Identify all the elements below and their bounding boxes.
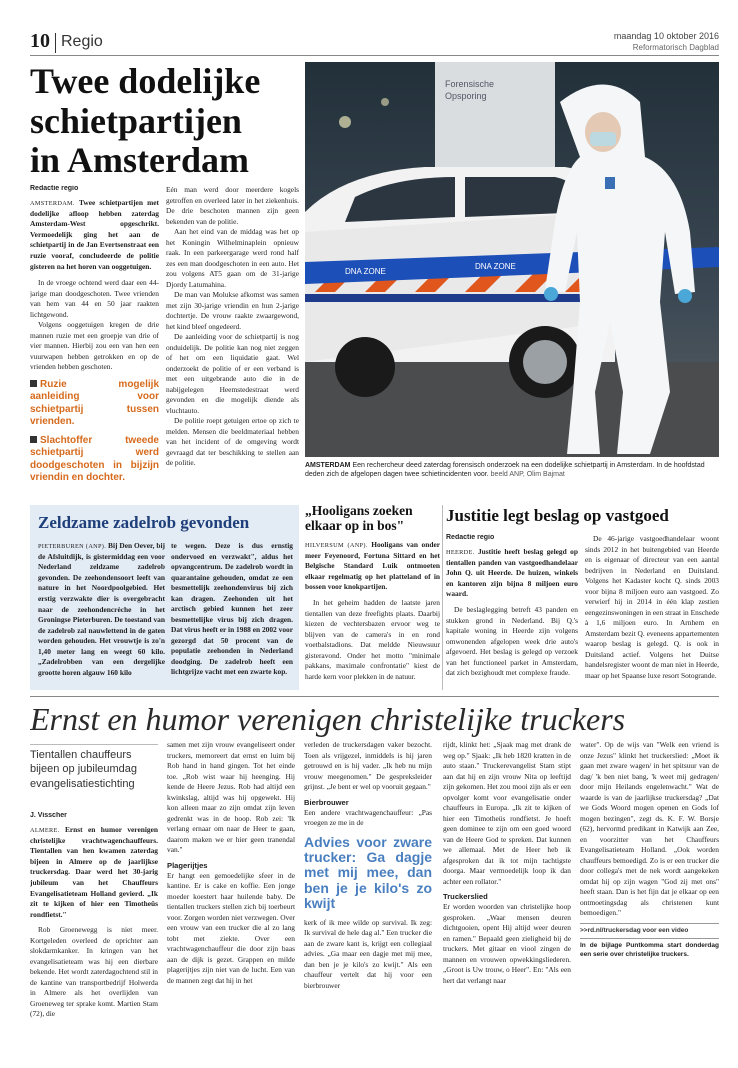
main-article-col-2: [166, 185, 299, 497]
header-divider: [55, 33, 56, 53]
truckers-body: Er hangt een gemoedelijke sfeer in de kantine. Er is cake en koffie. Een jonge moeder koestert haar huilende baby. De tientallen truckers stellen zich bij toerbeurt voor. Zorgen worden niet verzwegen. Over een vrouw van een trucker die al zo lang tobt met ziekte. Over een vrachtwagenchauffeur die door zijn baas aan de dijk is gezet. Grappen en milde plagerijtjes zijn niet van de lucht. Een van de mannen zegt dat hij in het: [167, 870, 295, 985]
photo-caption: [305, 461, 719, 480]
column-divider: [442, 505, 443, 690]
zadelrob-dateline: PIETERBUREN (ANP).: [38, 543, 107, 550]
truckers-dateline: ALMERE.: [30, 827, 60, 834]
svg-text:Opsporing: Opsporing: [445, 91, 487, 101]
truckers-col-4: [443, 740, 571, 1052]
section-name: Regio: [61, 33, 103, 50]
main-article-col-1: [30, 185, 159, 495]
hooligans-lead: Hooligans van onder meer Feyenoord, Fortuna Sittard en het Belgische Standard Luik ontmoeten elkaar regelmatig op het platteland of in bossen voor knokpartijen.: [305, 540, 440, 592]
justitie-title: Justitie legt beslag op vastgoed: [446, 506, 669, 525]
zadelrob-box: [30, 505, 299, 690]
hooligans-dateline: HILVERSUM (ANP).: [305, 542, 368, 549]
pull-quote: Ruzie mogelijk aanleiding voor schietpartij tussen vrienden.: [30, 378, 159, 428]
truckers-body: Rob Groenewegg is niet meer. Kortgeleden overleed de oprichter aan slokdarmkanker. In kringen van het evangelisatieteam was hij een dierbare bekende. Het wordt zaterdagochtend stil in de kantine van transportbedrijf Holwerda in Almere als het overlijden van Groeneweg ter sprake komt. Martien Stam (72), die: [30, 925, 158, 1019]
main-byline: Redactie regio: [30, 185, 79, 192]
main-dateline: AMSTERDAM.: [30, 200, 75, 207]
truckers-col-1: [30, 812, 158, 1052]
main-paragraph: Aan het eind van de middag was het op het Koningin Wilhelminaplein opnieuw raak. In een parkeergarage werd rond half zes een man doodgeschoten in een auto. Het zou volgens AT5 gaan om de 31-jarige Djordy Latumahina.: [166, 227, 299, 289]
caption-label: AMSTERDAM: [305, 462, 351, 469]
forensic-photo: [305, 62, 719, 457]
main-headline: [30, 62, 300, 181]
caption-text: Een rechercheur deed zaterdag forensisch onderzoek na een dodelijke schietpartij in Amsterdam. In de hoofdstad deden zich de afgelopen dagen twee schietincidenten voor.: [305, 462, 705, 479]
headline-line-1: Twee dodelijke: [30, 62, 261, 101]
truckers-col-2: [167, 740, 295, 1052]
header-rule: [30, 55, 719, 56]
truckers-byline: J. Visscher: [30, 812, 67, 819]
van-text: Forensische: [445, 79, 495, 89]
video-link[interactable]: >>rd.nl/truckersdag voor een video: [580, 923, 719, 934]
zadelrob-body: De toestand van de zadelrob zal nauwlettend in de gaten worden gehouden. Het vrouwtje is zo'n 1,40 meter lang en weegt 60 kilo. „Zadelrobben van een dergelijke grootte horen algauw 160 kilo: [38, 615, 165, 677]
truckers-body: samen met zijn vrouw evangeliseert onder truckers, memoreert dat ernst en luim bij Rob hand in hand gingen. Tot het einde toe. „Rob wist waar hij heenging. Hij kende de Heere Jezus. Rob had altijd een kwinkslag, altijd was hij opgewekt. Hij kon alleen maar zo zijn omdat zijn leven gedrenkt was in de hoop. Rob zei: 'Ik verlang ernaar om naar de Heer te gaan, daarom maken we er hier geen tranendal van.": [167, 740, 295, 855]
main-lead: Twee schietpartijen met dodelijke afloop hebben zaterdag Amsterdam-West opgeschrikt. Vermoedelijk ging het aan de schietpartij in de Jan Evertsenstraat een ruzie vooraf, concludeerde de politie gisteren na het horen van ooggetuigen.: [30, 198, 159, 271]
hooligans-body: In het geheim hadden de laatste jaren tientallen van deze freefights plaats. Daarbij kiezen de vechtersbazen ervoor weg te blijven van de camera's in en rond voetbalstadions. Dat meldde Nieuwsuur gisteravond. Onder het motto "minimale pakkans, maximale confrontatie" kiest de harde kern voor plekken in de natuur.: [305, 598, 440, 681]
page-number: 10: [30, 30, 50, 52]
headline-line-3: in Amsterdam: [30, 140, 249, 181]
main-paragraph: Volgens ooggetuigen kregen de drie mannen ruzie met een groepje van drie of vier mannen. Hierbij zou een van hen een vuurwapen hebben getrokken en op de vrienden hebben geschoten.: [30, 320, 159, 372]
quote-square-icon: [30, 436, 37, 443]
truckers-body: verleden de truckersdagen vaker bezocht. Toen als vrijgezel, inmiddels is hij jaren getrouwd en is hij vader. „Ik heb nu mijn vrouw meegenomen." De gespreksleider grijnst. „Je bent er wel op vooruit gegaan.": [304, 740, 432, 792]
zadelrob-col-2: [171, 541, 293, 686]
justitie-byline: Redactie regio: [446, 534, 495, 541]
zadelrob-col-1: [38, 541, 165, 686]
truckers-body: rijdt, klinkt het: „Sjaak mag met drank de weg op." Sjaak: „Ik heb 1820 kratten in de auto staan." Truckerevangelist Stam stipt aan dat hij en zijn vrouw Nita op leeftijd zijn gekomen. Het zou mooi zijn als er een opvolger komt voor evangelisatie onder chauffeurs in Europa. „Ik zit te kijken of hier een Timotheüs rondfietst. Je hoeft geen dominee te zijn om een goed woord van de Heere God te spreken. Dat kunnen we allemaal. Met de Heer heb ik afgesproken dat ik tot mijn tachtigste doorga. Maar vermoedelijk loop ik dan achter een rollator.": [443, 740, 571, 886]
truckers-footnote: In de bijlage Puntkomma start donderdag een serie over christelijke truckers.: [580, 938, 719, 960]
main-paragraph: Eén man werd door meerdere kogels getroffen en overleed later in het ziekenhuis. De drie beschoten mannen zijn geen bekenden van de politie.: [166, 185, 299, 226]
hooligans-title: „Hooligans zoeken elkaar op in bos": [305, 504, 413, 533]
main-paragraph: De man van Molukse afkomst was samen met zijn 30-jarige vriendin en hun 2-jarige dochtertje. De vrouw raakte zwaargewond, het kind bleef ongedeerd.: [166, 290, 299, 331]
truckers-intro: Tientallen chauffeurs bijeen op jubileumdag evangelisatiestichting: [30, 744, 158, 791]
truckers-body: Er worden woorden van christelijke hoop gesproken. „Waar mensen deuren dichtgooien, opent Hij altijd weer deuren en ramen." Bepaald geen zieligheid bij de truckers. Met gitaar en viool zingen de mannen en vrouwen opwekkingsliederen. „Groot is Uw trouw, o Heer". En: "Als een hert dat verlangt naar: [443, 902, 571, 985]
justitie-lead: Justitie heeft beslag gelegd op tientallen panden van vastgoedhandelaar John Q. uit Heerde. De huizen, winkels en kantoren zijn bijna 8 miljoen euro waard.: [446, 547, 578, 599]
truckers-body: water". Op de wijs van "Welk een vriend is onze Jezus" klinkt het truckerslied: „Moet ik gaan met zware wagen/ in het spitsuur van de dag/ 'k ben niet bang, 'k weet mij gedragen/ door mijn Heilands engelenwacht." Wat de waarde is van de jaarlijkse truckersdag? „Dat we Gods Woord mogen openen en Gods lof mogen bezingen", zegt ds. K. F. W. Borsje (62), hervormd predikant in Katwijk aan Zee, en voorzitter van het Chauffeurs Evangelisatieteam Holland. „Ook worden chauffeurs bemoedigd. Zo is er een trucker die door collega's met de nek wordt aangekeken omdat hij op zijn wagen "God zij met ons" heeft staan. Dan is het fijn dat je elkaar op een ontmoetingsdag als christenen kunt bemoedigen.": [580, 740, 719, 918]
quote-square-icon: [30, 380, 37, 387]
truckers-pull-quote: Advies voor zware trucker: Ga dagje met mij mee, dan ben je je kilo's zo kwijt: [304, 833, 432, 912]
section-rule: [30, 696, 719, 697]
hooligans-article: [305, 540, 440, 690]
truckers-subhead: Plagerijtjes: [167, 860, 208, 870]
justitie-body-2: De 46-jarige vastgoedhandelaar woont sinds 2012 in het buitengebied van Heerde en is eigenaar of directeur van een aantal bedrijven in Nederland en Duitsland. Volgens het Kadaster kocht Q. sinds 2003 voor bijna 8 miljoen euro aan vastgoed. Zo verwierf hij in 2014 in één klap zestien eengezinswoningen in een straat in Enschede à 1,6 miljoen euro. In Arnhem en Amsterdam bezit Q. eveneens appartementen waarop beslag is gelegd. Q. is ook in Duitsland actief. Volgens het Duitse handelsregister woont de man niet in Heerde, maar op het Spaanse luxe resort Sotogrande.: [585, 534, 719, 680]
svg-text:DNA ZONE: DNA ZONE: [475, 262, 516, 271]
justitie-body: De beslaglegging betreft 43 panden en stukken grond in Nederland. Bij Q.'s kapitale woning in Heerde zijn volgens omwonenden afgelopen week drie auto's afgevoerd. Het beslag is gelegd op verzoek van het functioneel parket in Amsterdam, dat zich bezighoudt met complexe fraude.: [446, 605, 578, 678]
justitie-col-1: [446, 534, 578, 690]
zadelrob-title: Zeldzame zadelrob gevonden: [38, 513, 250, 532]
truckers-subhead: Truckerslied: [443, 892, 488, 902]
page-date: maandag 10 oktober 2016: [613, 31, 719, 41]
photo-illustration: [305, 62, 719, 457]
pull-quote: Slachtoffer tweede schietpartij werd doodgeschoten in bijzijn vriendin en dochter.: [30, 434, 159, 484]
truckers-body: kerk of ik mee wilde op survival. Ik zeg: Ik survival de hele dag al." Een trucker die aan de zware kant is, krijgt een collegiaal advies. „Ga maar een dagje met mij mee, dan ben je je kilo's zo kwijt." Als een chauffeur vertelt dat hij voor een bierbrouwer: [304, 917, 432, 990]
tape-text: DNA ZONE: [345, 267, 386, 276]
headline-line-2: schietpartijen: [30, 100, 242, 141]
main-paragraph: De aanleiding voor de schietpartij is nog onduidelijk. De politie kan nog niet zeggen of het om een liquidatie gaat. Wel onderzoekt de politie of er een verband is met een uitgebrande auto die in de nabijgelegen Heemstedestraat werd gevonden en die mogelijk diende als vluchtauto.: [166, 332, 299, 415]
truckers-body: Een andere vrachtwagenchauffeur: „Pas vroegen ze me in de: [304, 807, 432, 828]
paper-name: Reformatorisch Dagblad: [632, 43, 719, 52]
zadelrob-body-2: te wegen. Deze is dus ernstig ondervoed en verzwakt", aldus het opvangcentrum. De zadelrob wordt in quarantaine gehouden, omdat ze een besmettelijk zeehondenvirus bij zich kan dragen. Zeehonden uit het arctisch gebied kunnen het zeer besmettelijke virus bij zich dragen. Dat virus heeft er in 1988 en 2002 voor gezorgd dat 50 procent van de populatie zeehonden in Nederland doodging. De zadelrob heeft een lichtgrijze vacht met een zwarte kop.: [171, 541, 293, 677]
truckers-col-5: [580, 740, 719, 1052]
truckers-col-3: [304, 740, 432, 1052]
justitie-dateline: HEERDE.: [446, 549, 475, 556]
justitie-col-2: [585, 534, 719, 690]
truckers-subhead: Bierbrouwer: [304, 797, 349, 807]
caption-credit: beeld ANP, Olim Bajmat: [490, 471, 565, 479]
main-paragraph: De politie roept getuigen ertoe op zich te melden. Mensen die beeldmateriaal hebben van het incident of de omgeving wordt gevraagd dat ter beschikking te stellen aan de politie.: [166, 416, 299, 468]
truckers-headline: Ernst en humor verenigen christelijke truckers: [30, 701, 626, 737]
zadelrob-lead: Bij Den Oever, bij de Afsluitdijk, is gistermiddag een voor Nederland zeldzame zadelrob gevonden. De zeehondensoort leeft van nature in het Noordpoolgebied. Het erstig verzwakte dier is overgebracht naar de zeehondencrèche in het Groningse Pieterburen.: [38, 541, 165, 625]
truckers-lead: Ernst en humor verenigen christelijke vrachtwagenchauffeurs. Tientallen van hen kwamen zaterdag bijeen in Almere op de jaarlijkse truckersdag. Daar werd het 30-jarig jubileum van het Chauffeurs Evangelisatieteam Holland gevierd. „Ik zit te kijken of hier een Timotheüs rondfietst.": [30, 825, 158, 919]
main-paragraph: In de vroege ochtend werd daar een 44-jarige man doodgeschoten. Twee vrienden van hem van 44 en 50 jaar raakten lichtgewond.: [30, 278, 159, 319]
